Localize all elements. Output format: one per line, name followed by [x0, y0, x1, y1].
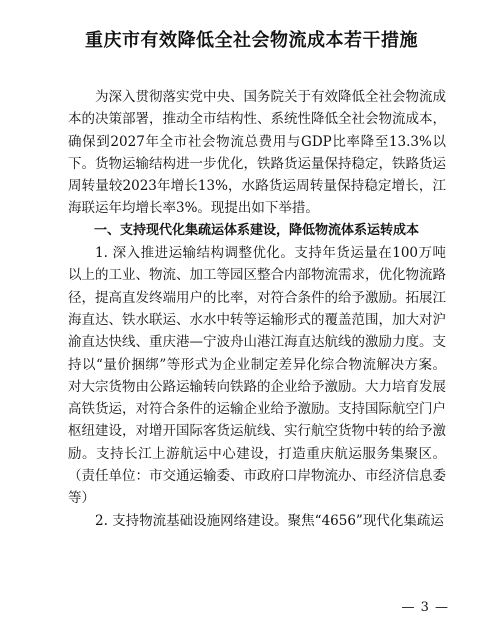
- measure-paragraph-2: 2. 支持物流基础设施网络建设。聚焦“4656”现代化集疏运: [95, 512, 444, 529]
- page-number: — 3 —: [401, 600, 449, 615]
- section-heading: 一、支持现代化集疏运体系建设，降低物流体系运转成本: [94, 222, 420, 238]
- document-body: [68, 86, 446, 532]
- measure-paragraph-1: 1. 深入推进运输结构调整优化。支持年货运量在100万吨以上的工业、物流、加工等园区整合内部物流需求，优化物流路径，提高直发终端用户的比率，对符合条件的给予激励。拓展江海直达、铁水联运、水水中转等运输形式的覆盖范围，加大对沪渝直达快线、重庆港—宁波舟山港江海直达航线的激励力度。支持以“量价捆绑”等形式为企业制定差异化综合物流解决方案。对大宗货物由公路运输转向铁路的企业给予激励。大力培育发展高铁货运，对符合条件的运输企业给予激励。支持国际航空门户枢纽建设，对增开国际客货运航线、实行航空货物中转的给予激励。支持长江上游航运中心建设，打造重庆航运服务集聚区。（责任单位：市交通运输委、市政府口岸物流办、市经济信息委等）: [68, 245, 446, 507]
- document-title: 重庆市有效降低全社会物流成本若干措施: [85, 30, 418, 51]
- intro-paragraph: 为深入贯彻落实党中央、国务院关于有效降低全社会物流成本的决策部署，推动全市结构性、系统性降低全社会物流成本，确保到2027年全市社会物流总费用与GDP比率降至13.3%以下。货物运输结构进一步优化，铁路货运量保持稳定，铁路货运周转量较2023年增长13%，水路货运周转量保持稳定增长，江海联运年均增长率3%。现提出如下举措。: [68, 89, 446, 217]
